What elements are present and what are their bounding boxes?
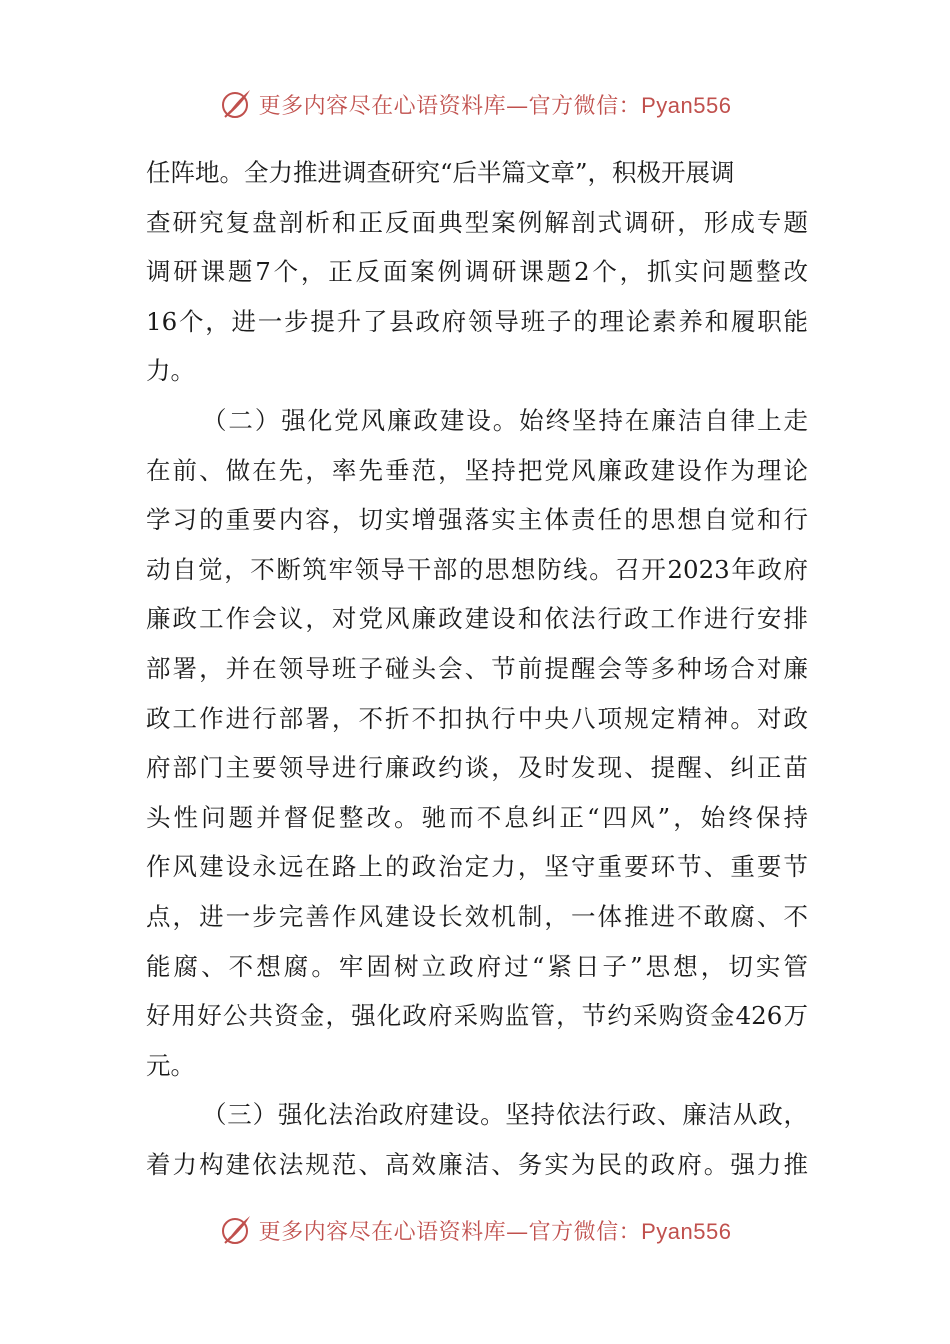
text-line: 着力构建依法规范、高效廉洁、务实为民的政府。强力推 (146, 1149, 808, 1179)
text-line: 16个，进一步提升了县政府领导班子的理论素养和履职能 (146, 306, 808, 336)
text-line: 任阵地。全力推进调查研究“后半篇文章”，积极开展调 (146, 158, 735, 187)
text-line: 头性问题并督促整改。驰而不息纠正“四风”，始终保持 (146, 802, 808, 832)
text-line: 点，进一步完善作风建设长效机制，一体推进不敢腐、不 (146, 901, 808, 931)
quill-logo-icon (219, 87, 253, 121)
document-body (146, 148, 808, 1189)
text-line: 好用好公共资金，强化政府采购监管，节约采购资金426万 (146, 1001, 808, 1031)
text-line: 能腐、不想腐。牢固树立政府过“紧日子”思想，切实管 (146, 951, 808, 981)
text-line: 部署，并在领导班子碰头会、节前提醒会等多种场合对廉 (146, 653, 808, 683)
text-line: 动自觉，不断筑牢领导干部的思想防线。召开2023年政府 (146, 554, 808, 584)
watermark-text: 更多内容尽在心语资料库—官方微信：Pyan556 (258, 1218, 732, 1245)
watermark-footer (0, 1210, 950, 1250)
wechat-id: Pyan556 (641, 1218, 732, 1244)
text-line: 作风建设永远在路上的政治定力，坚守重要环节、重要节 (146, 852, 808, 882)
paragraph-heading-line: （二）强化党风廉政建设。始终坚持在廉洁自律上走 (202, 405, 808, 435)
text-line: 在前、做在先，率先垂范，坚持把党风廉政建设作为理论 (146, 455, 808, 485)
quill-logo-icon (219, 1213, 253, 1247)
text-line: 学习的重要内容，切实增强落实主体责任的思想自觉和行 (146, 505, 808, 535)
text-line: 政工作进行部署，不折不扣执行中央八项规定精神。对政 (146, 703, 808, 733)
text-line: 查研究复盘剖析和正反面典型案例解剖式调研，形成专题 (146, 207, 808, 237)
paragraph-heading-line: （三）强化法治政府建设。坚持依法行政、廉洁从政， (202, 1100, 808, 1130)
text-line: 力。 (146, 356, 195, 386)
text-line: 调研课题7个，正反面案例调研课题2个，抓实问题整改 (146, 257, 808, 287)
watermark-header (0, 84, 950, 124)
wechat-id: Pyan556 (641, 92, 732, 118)
text-line: 廉政工作会议，对党风廉政建设和依法行政工作进行安排 (146, 604, 808, 634)
watermark-text: 更多内容尽在心语资料库—官方微信：Pyan556 (258, 92, 732, 119)
text-line: 府部门主要领导进行廉政约谈，及时发现、提醒、纠正苗 (146, 753, 808, 783)
text-line: 元。 (146, 1050, 195, 1080)
